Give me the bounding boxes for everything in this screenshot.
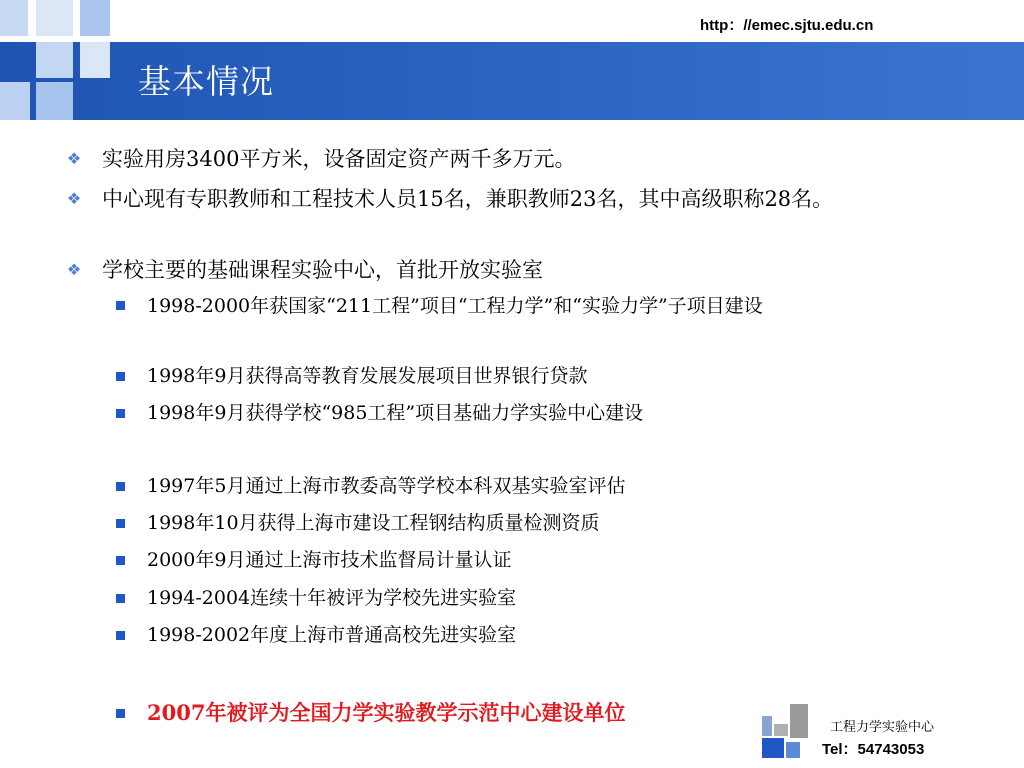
square-bullet-icon	[116, 556, 125, 565]
sub-item: 2000年9月通过上海市技术监督局计量认证	[147, 549, 512, 571]
bullet-item: 学校主要的基础课程实验中心，首批开放实验室	[102, 258, 543, 282]
square-bullet-icon	[116, 409, 125, 418]
sub-item: 1998-2000年获国家“211工程”项目“工程力学”和“实验力学”子项目建设	[147, 295, 763, 317]
diamond-bullet-icon: ❖	[66, 189, 82, 208]
sub-item: 1998年10月获得上海市建设工程钢结构质量检测资质	[147, 512, 600, 534]
sub-item: 1998-2002年度上海市普通高校先进实验室	[147, 624, 517, 646]
footer-telephone: Tel：54743053	[822, 741, 925, 758]
square-bullet-icon	[116, 519, 125, 528]
header-url: http：//emec.sjtu.edu.cn	[700, 17, 874, 34]
sub-item: 1998年9月获得高等教育发展发展项目世界银行贷款	[147, 365, 588, 387]
square-bullet-icon	[116, 372, 125, 381]
page-title: 基本情况	[138, 62, 274, 101]
diamond-bullet-icon: ❖	[66, 260, 82, 279]
square-bullet-icon	[116, 482, 125, 491]
sub-item: 1998年9月获得学校“985工程”项目基础力学实验中心建设	[147, 402, 644, 424]
square-bullet-icon	[116, 594, 125, 603]
sub-item: 1994-2004连续十年被评为学校先进实验室	[147, 587, 517, 609]
footer-center-name: 工程力学实验中心	[830, 720, 935, 735]
diamond-bullet-icon: ❖	[66, 149, 82, 168]
sub-item: 1997年5月通过上海市教委高等学校本科双基实验室评估	[147, 475, 626, 497]
square-bullet-icon	[116, 301, 125, 310]
highlight-item: 2007年被评为全国力学实验教学示范中心建设单位	[147, 700, 626, 725]
bullet-item: 中心现有专职教师和工程技术人员15名，兼职教师23名，其中高级职称28名。	[102, 187, 834, 211]
square-bullet-icon	[116, 709, 125, 718]
bullet-item: 实验用房3400平方米，设备固定资产两千多万元。	[102, 147, 576, 171]
center-logo-icon	[760, 702, 810, 760]
square-bullet-icon	[116, 631, 125, 640]
